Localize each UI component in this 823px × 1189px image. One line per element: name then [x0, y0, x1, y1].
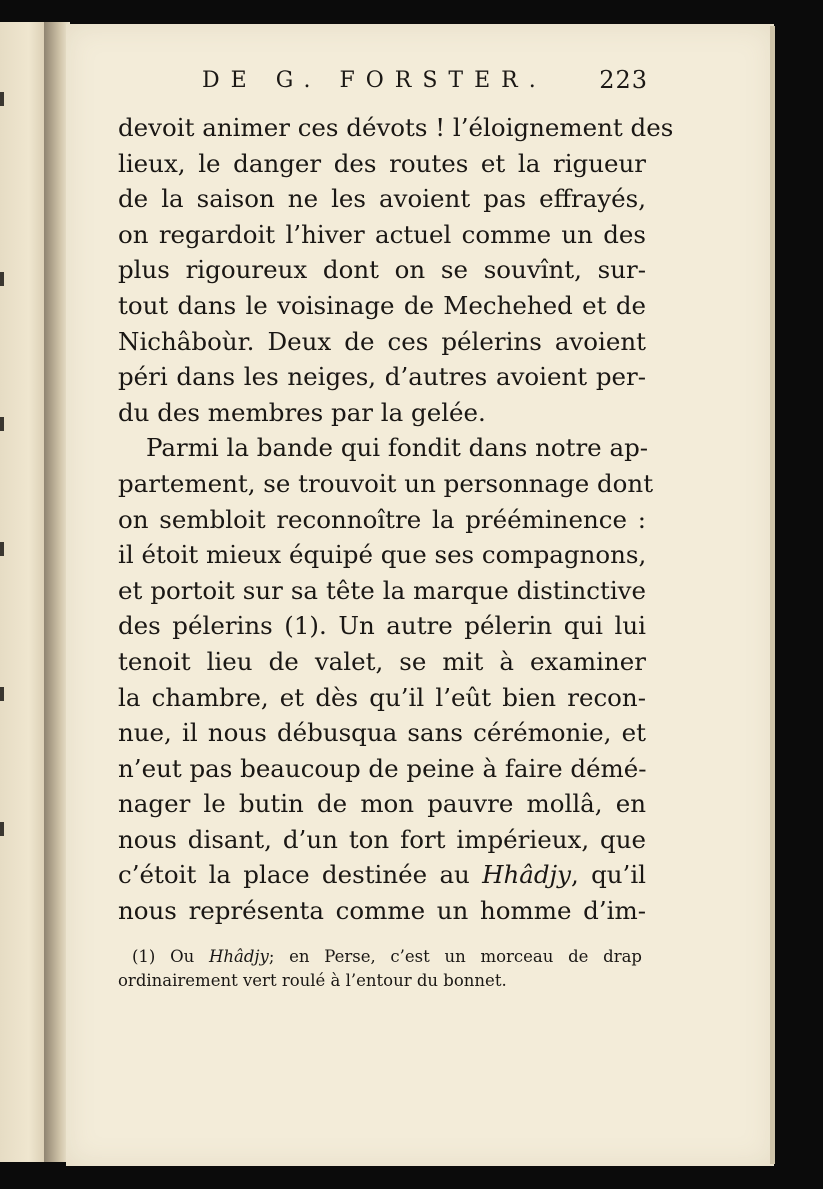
text-line: nue, il nous débusqua sans cérémonie, et — [118, 718, 646, 748]
footnote-text: ; en Perse, c’est un morceau de drap — [268, 947, 642, 966]
footnote-line: ordinairement vert roulé à l’entour du bonnet. — [118, 971, 507, 990]
page-header — [140, 62, 650, 96]
text-line: des pélerins (1). Un autre pélerin qui lui — [118, 611, 646, 641]
text-line: partement, se trouvoit un personnage dont — [118, 468, 654, 498]
text-line: et portoit sur sa tête la marque distinctive — [118, 575, 646, 605]
footnote — [118, 945, 642, 993]
facing-page-text-fragment — [0, 272, 4, 286]
facing-page-text-fragment — [0, 417, 4, 431]
text-line: tout dans le voisinage de Mechehed et de — [118, 290, 646, 320]
paragraph-start-line: Parmi la bande qui fondit dans notre ap- — [146, 433, 649, 463]
facing-page-text-fragment — [0, 687, 4, 701]
text-line: plus rigoureux dont on se souvînt, sur- — [118, 255, 646, 285]
text-line: n’eut pas beaucoup de peine à faire démé- — [118, 753, 647, 783]
text-line: Nichâboùr. Deux de ces pélerins avoient — [118, 326, 646, 356]
footnote-line — [118, 945, 642, 969]
text-line: tenoit lieu de valet, se mit à examiner — [118, 646, 646, 676]
text-segment: , qu’il — [571, 860, 646, 890]
text-line — [118, 857, 646, 893]
page-edge — [770, 26, 775, 1164]
facing-page-edge — [0, 22, 48, 1162]
text-line: lieux, le danger des routes et la rigueur — [118, 148, 646, 178]
body-text — [118, 110, 674, 929]
text-line: on sembloit reconnoître la prééminence : — [118, 504, 646, 534]
text-line: nous représenta comme un homme d’im- — [118, 896, 646, 926]
text-line: de la saison ne les avoient pas effrayés, — [118, 184, 646, 214]
text-segment: c’étoit la place destinée au — [118, 860, 483, 890]
text-line: il étoit mieux équipé que ses compagnons, — [118, 540, 647, 570]
text-line: on regardoit l’hiver actuel comme un des — [118, 219, 646, 249]
text-line: devoit animer ces dévots ! l’éloignement des — [118, 113, 674, 142]
facing-page-text-fragment — [0, 542, 4, 556]
text-line: péri dans les neiges, d’autres avoient per- — [118, 362, 646, 392]
footnote-marker: (1) Ou — [132, 947, 209, 966]
text-line: du des membres par la gelée. — [118, 397, 486, 427]
italic-term: Hhâdjy — [482, 860, 571, 890]
text-line: nous disant, d’un ton fort impérieux, que — [118, 824, 646, 854]
facing-page-text-fragment — [0, 92, 4, 106]
running-head: DE G. FORSTER. — [202, 68, 547, 93]
text-line: nager le butin de mon pauvre mollâ, en — [118, 789, 646, 819]
facing-page-text-fragment — [0, 822, 4, 836]
page-number: 223 — [599, 66, 648, 94]
text-line: la chambre, et dès qu’il l’eût bien recon- — [118, 682, 646, 712]
footnote-italic-term: Hhâdjy — [208, 947, 269, 966]
